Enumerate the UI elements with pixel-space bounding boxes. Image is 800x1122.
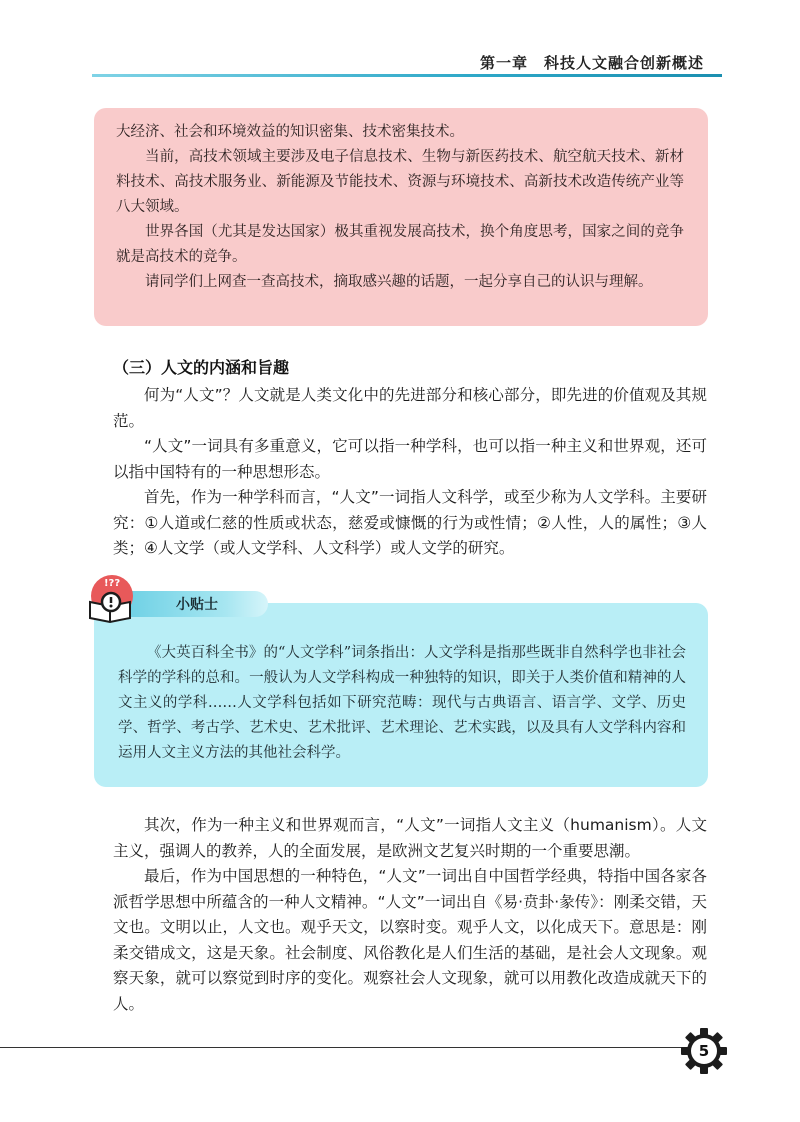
body-paragraph: 其次，作为一种主义和世界观而言，“人文”一词指人文主义（humanism）。人文主义，强调人的教养，人的全面发展，是欧洲文艺复兴时期的一个重要思潮。 xyxy=(113,816,707,860)
pink-paragraph: 大经济、社会和环境效益的知识密集、技术密集技术。 xyxy=(116,124,464,140)
footer-divider xyxy=(0,1047,700,1048)
body-paragraph: “人文”一词具有多重意义，它可以指一种学科，也可以指一种主义和世界观，还可以指中国特有的一种思想形态。 xyxy=(113,437,707,481)
tips-label: 小贴士 xyxy=(176,597,218,613)
pink-paragraph: 请同学们上网查一查高技术，摘取感兴趣的话题，一起分享自己的认识与理解。 xyxy=(145,274,653,290)
pink-paragraph: 当前，高技术领域主要涉及电子信息技术、生物与新医药技术、航空航天技术、新材料技术、高技术服务业、新能源及节能技术、资源与环境技术、高新技术改造传统产业等八大领域。 xyxy=(116,149,684,215)
icon-glyph-text: !?? xyxy=(104,578,121,589)
body-paragraph: 首先，作为一种学科而言，“人文”一词指人文科学，或至少称为人文学科。主要研究：①人道或仁慈的性质或状态，慈爱或慷慨的行为或性情；②人性，人的属性；③人类；④人文学（或人文学科、人文科学）或人文学的研究。 xyxy=(113,488,707,557)
pink-paragraph: 世界各国（尤其是发达国家）极其重视发展高技术，换个角度思考，国家之间的竞争就是高技术的竞争。 xyxy=(116,224,684,265)
tips-box xyxy=(94,603,708,787)
chapter-title: 第一章 科技人文融合创新概述 xyxy=(479,54,704,72)
section-body xyxy=(113,383,707,562)
tips-paragraph: 《大英百科全书》的“人文学科”词条指出：人文学科是指那些既非自然科学也非社会科学的学科的总和。一般认为人文学科构成一种独特的知识，即关于人类价值和精神的人文主义的学科……人文学科包括如下研究范畴：现代与古典语言、语言学、文学、历史学、哲学、考古学、艺术史、艺术批评、艺术理论、艺术实践，以及具有人文学科内容和运用人文主义方法的其他社会科学。 xyxy=(118,645,686,761)
pink-note-box xyxy=(94,108,708,326)
body-paragraph: 最后，作为中国思想的一种特色，“人文”一词出自中国哲学经典，特指中国各家各派哲学思想中所蕴含的一种人文精神。“人文”一词出自《易·贲卦·彖传》：刚柔交错，天文也。文明以止，人文也。观乎天文，以察时变。观乎人文，以化成天下。意思是：刚柔交错成文，这是天象。社会制度、风俗教化是人们生活的基础，是社会人文现象。观察天象，就可以察觉到时序的变化。观察社会人文现象，就可以用教化改造成就天下的人。 xyxy=(113,867,707,1013)
body-paragraph: 何为“人文”？人文就是人类文化中的先进部分和核心部分，即先进的价值观及其规范。 xyxy=(113,386,707,430)
section-heading: （三）人文的内涵和旨趣 xyxy=(113,358,290,377)
continuation-body xyxy=(113,813,707,1017)
book-question-icon xyxy=(82,572,138,628)
header-divider xyxy=(92,74,722,77)
page-number: 5 xyxy=(698,1042,710,1060)
